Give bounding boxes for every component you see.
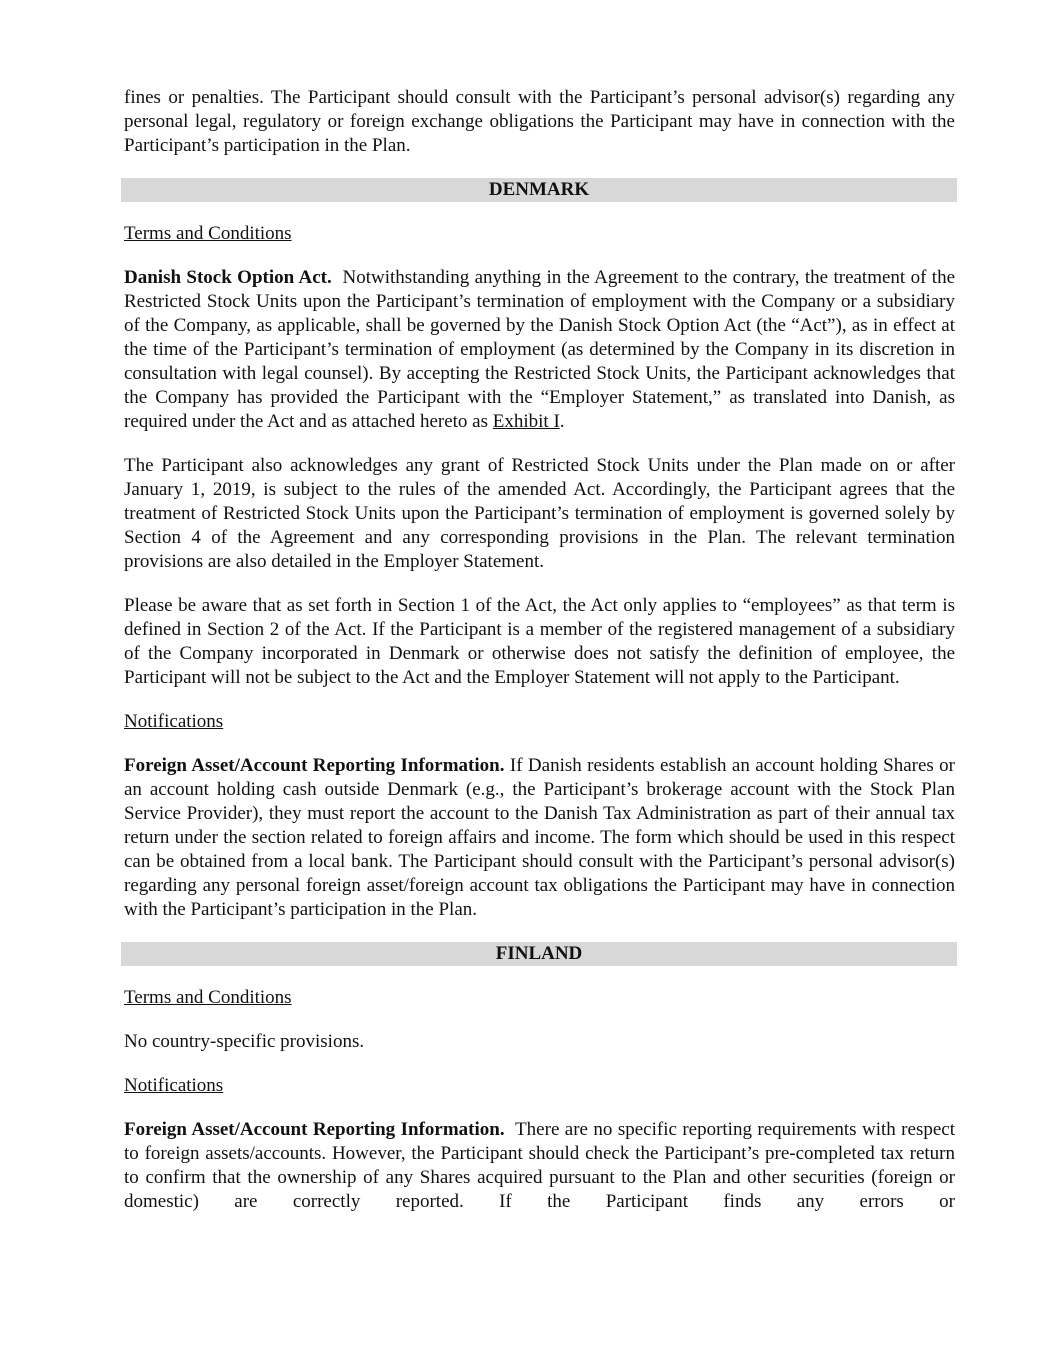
- stock-option-body: Notwithstanding anything in the Agreement to the contrary, the treatment of the Restricted Stock Units upon the Participant’s termination of employment with the Company or a subsidiary of the Company, as applicable, shall be governed by the Danish Stock Option Act (the “Act”), as in effect at the time of the Participant’s termination of employment (as determined by the Company in its discretion in consultation with legal counsel). By accepting the Restricted Stock Units, the Participant acknowledges that the Company has provided the Participant with the “Employer Statement,” as translated into Danish, as required under the Act and as attached hereto as: [124, 267, 955, 432]
- denmark-terms-heading: [124, 222, 955, 246]
- finland-foreign-asset-title: Foreign Asset/Account Reporting Information.: [124, 1119, 505, 1140]
- denmark-paragraph-2: The Participant also acknowledges any grant of Restricted Stock Units under the Plan made on or after January 1, 2019, is subject to the rules of the amended Act. Accordingly, the Participant agrees that the treatment of Restricted Stock Units upon the Participant’s termination of employment is governed solely by Section 4 of the Agreement and any corresponding provisions in the Plan. The relevant termination provisions are also detailed in the Employer Statement.: [124, 455, 955, 572]
- finland-terms-heading-text: Terms and Conditions: [124, 987, 292, 1008]
- stock-option-title: Danish Stock Option Act.: [124, 267, 332, 288]
- denmark-foreign-asset-body: If Danish residents establish an account holding Shares or an account holding cash outside Denmark (e.g., the Participant’s brokerage account with the Stock Plan Service Provider), they must report the account to the Danish Tax Administration as part of their annual tax return under the section related to foreign affairs and income. The form which should be used in this respect can be obtained from a local bank. The Participant should consult with the Participant’s personal advisor(s) regarding any personal foreign asset/foreign account tax obligations the Participant may have in connection with the Participant’s participation in the Plan.: [124, 755, 956, 920]
- section-heading-denmark: DENMARK: [121, 178, 957, 202]
- finland-foreign-asset-body: There are no specific reporting requirements with respect to foreign assets/accounts. However, the Participant should check the Participant’s pre-completed tax return to confirm that the ownership of any Shares acquired pursuant to the Plan and other securities (foreign or domestic) are correctly reported. If the Participant finds any errors or: [124, 1119, 955, 1212]
- stock-option-end: .: [559, 411, 565, 432]
- finland-no-provisions: No country-specific provisions.: [124, 1031, 365, 1052]
- denmark-stock-option-paragraph: [124, 266, 955, 434]
- section-heading-finland: FINLAND: [121, 942, 957, 966]
- finland-terms-heading: [124, 986, 955, 1010]
- exhibit-reference: Exhibit I: [492, 411, 560, 432]
- denmark-notifications-heading: [124, 710, 955, 734]
- denmark-foreign-asset-paragraph: [124, 754, 955, 922]
- finland-foreign-asset-paragraph: [124, 1118, 955, 1214]
- denmark-terms-heading-text: Terms and Conditions: [124, 223, 292, 244]
- finland-notifications-heading-text: Notifications: [124, 1075, 224, 1096]
- document-page: [124, 86, 955, 1214]
- denmark-foreign-asset-title: Foreign Asset/Account Reporting Information.: [124, 755, 505, 776]
- denmark-paragraph-3: Please be aware that as set forth in Section 1 of the Act, the Act only applies to “employees” as that term is defined in Section 2 of the Act. If the Participant is a member of the registered management of a subsidiary of the Company incorporated in Denmark or otherwise does not satisfy the definition of employee, the Participant will not be subject to the Act and the Employer Statement will not apply to the Participant.: [124, 595, 955, 688]
- denmark-notifications-heading-text: Notifications: [124, 711, 224, 732]
- intro-paragraph: fines or penalties. The Participant should consult with the Participant’s personal advisor(s) regarding any personal legal, regulatory or foreign exchange obligations the Participant may have in connection with the Participant’s participation in the Plan.: [124, 87, 955, 156]
- finland-notifications-heading: [124, 1074, 955, 1098]
